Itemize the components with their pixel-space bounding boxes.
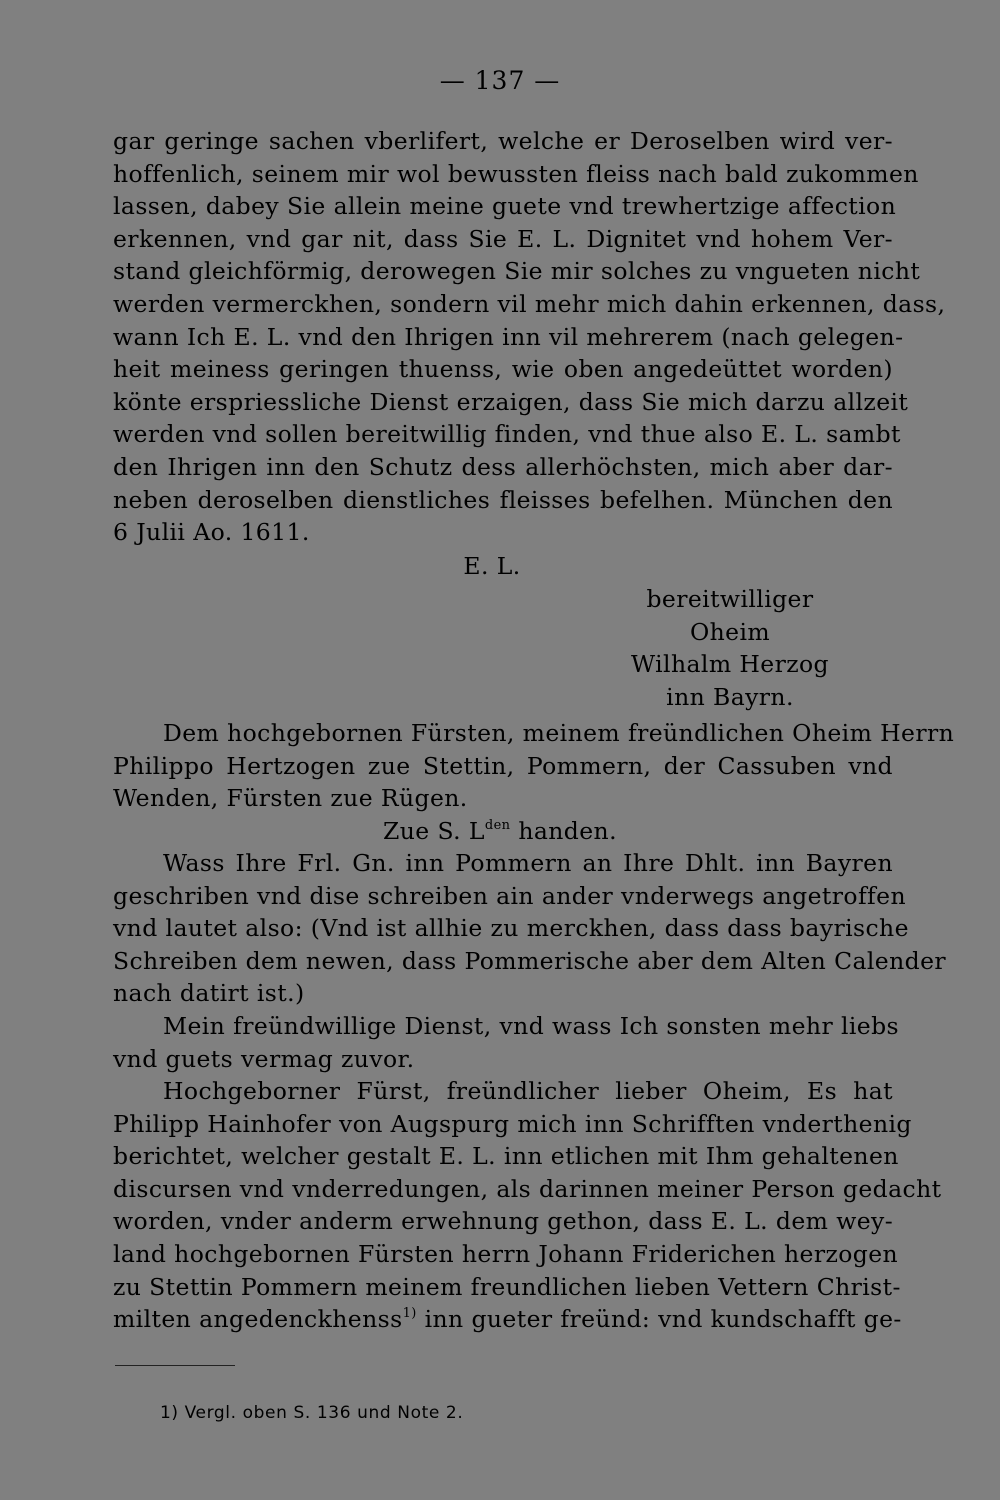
last-suffix: inn gueter freünd: vnd kundschafft ge-	[416, 1305, 902, 1334]
note-line: geschriben vnd dise schreiben ain ander vnderwegs angetroffen	[113, 881, 906, 910]
text-line: den Ihrigen inn den Schutz dess allerhöchsten, mich aber dar-	[113, 452, 893, 481]
note-line: Wass Ihre Frl. Gn. inn Pommern an Ihre Dhlt. inn Bayren	[163, 849, 893, 877]
letter1-text	[113, 125, 946, 549]
editorial-note	[113, 847, 947, 1010]
text-line: werden vnd sollen bereitwillig finden, vnd thue also E. L. sambt	[113, 420, 901, 449]
text-line: erkennen, vnd gar nit, dass Sie E. L. Dignitet vnd hohem Ver-	[113, 224, 893, 253]
text-line: könte erspriessliche Dienst erzaigen, dass Sie mich darzu allzeit	[113, 387, 909, 416]
address-line: Wenden, Fürsten zue Rügen.	[113, 784, 468, 813]
signature-line: Wilhalm Herzog	[631, 650, 829, 679]
hands-sup: den	[484, 817, 511, 833]
text-line: neben deroselben dienstliches fleisses befelhen. München den	[113, 485, 893, 514]
greeting-line: vnd guets vermag zuvor.	[113, 1044, 415, 1073]
signature-line: bereitwilliger	[646, 585, 814, 613]
text-line: worden, vnder anderm erwehnung gethon, dass E. L. dem wey-	[113, 1207, 894, 1236]
text-line: hoffenlich, seinem mir wol bewussten fleiss nach bald zukommen	[113, 159, 919, 188]
footnote-ref: 1)	[402, 1306, 417, 1322]
text-line: werden vermerckhen, sondern vil mehr mich dahin erkennen, dass,	[113, 289, 946, 318]
signature-line: inn Bayrn.	[666, 682, 794, 711]
text-line: berichtet, welcher gestalt E. L. inn etlichen mit Ihm gehaltenen	[113, 1142, 899, 1171]
hands-prefix: Zue S. L	[383, 816, 485, 845]
text-line: Hochgeborner Fürst, freündlicher lieber Oheim, Es hat	[163, 1077, 893, 1105]
greeting-line: Mein freündwillige Dienst, vnd wass Ich sonsten mehr liebs	[163, 1012, 900, 1040]
hands-line	[113, 815, 893, 848]
salutation	[113, 550, 893, 583]
note-line: vnd lautet also: (Vnd ist allhie zu merckhen, dass dass bayrische	[113, 914, 909, 943]
footnote: 1) Vergl. oben S. 136 und Note 2.	[160, 1403, 464, 1423]
text-line: land hochgebornen Fürsten herrn Johann Friderichen herzogen	[113, 1239, 899, 1268]
text-line: gar geringe sachen vberlifert, welche er Deroselben wird ver-	[113, 127, 893, 155]
address-line: Philippo Hertzogen zue Stettin, Pommern, der Cassuben vnd	[113, 751, 893, 780]
letter2-greeting	[113, 1010, 900, 1075]
address-block	[113, 717, 955, 847]
text-line: heit meiness geringen thuenss, wie oben angedeüttet worden)	[113, 355, 893, 384]
last-prefix: milten angedenckhenss	[113, 1305, 403, 1334]
last-text-line	[113, 1303, 902, 1336]
date-line: 6 Julii Ao. 1611.	[113, 518, 310, 547]
note-line: Schreiben dem newen, dass Pommerische aber dem Alten Calender	[113, 946, 947, 975]
text-line: stand gleichförmig, derowegen Sie mir solches zu vngueten nicht	[113, 257, 921, 286]
signature-block	[610, 583, 850, 713]
footnote-rule	[115, 1365, 235, 1366]
text-line: zu Stettin Pommern meinem freundlichen lieben Vettern Christ-	[113, 1272, 901, 1301]
text-line: discursen vnd vnderredungen, als darinnen meiner Person gedacht	[113, 1174, 942, 1203]
note-line: nach datirt ist.)	[113, 979, 305, 1008]
page-number: — 137 —	[439, 66, 561, 95]
text-line: wann Ich E. L. vnd den Ihrigen inn vil mehrerem (nach gelegen-	[113, 322, 904, 351]
signature-line: Oheim	[689, 617, 771, 646]
text-line: lassen, dabey Sie allein meine guete vnd trewhertzige affection	[113, 192, 897, 221]
letter2-text	[113, 1075, 942, 1336]
text-line: Philipp Hainhofer von Augspurg mich inn Schrifften vnderthenig	[113, 1109, 912, 1138]
address-line: Dem hochgebornen Fürsten, meinem freündlichen Oheim Herrn	[163, 719, 955, 747]
hands-suffix: handen.	[510, 816, 617, 845]
salutation-text: E. L.	[463, 552, 521, 580]
